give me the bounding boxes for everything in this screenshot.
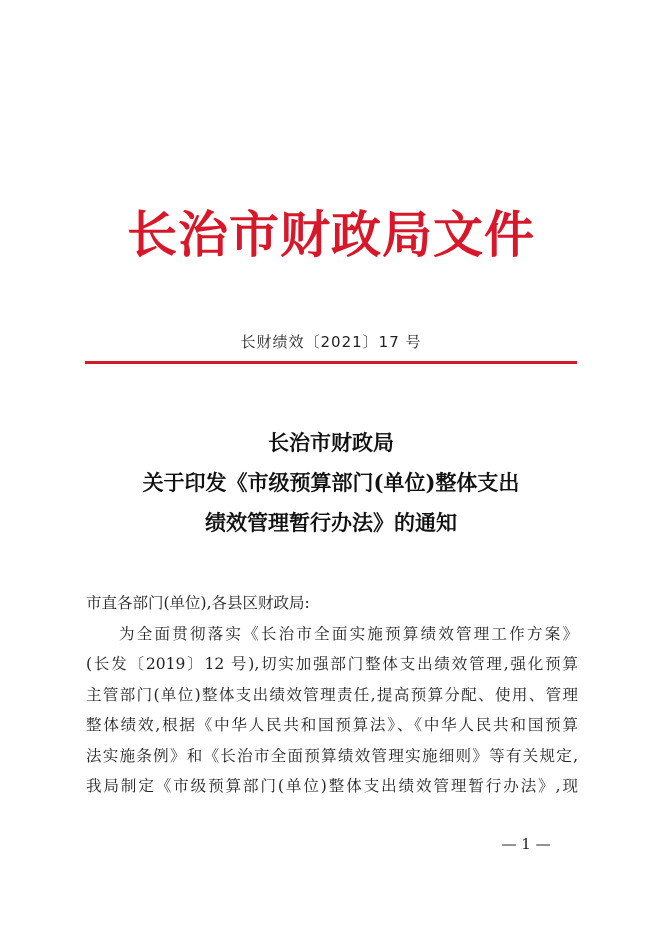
document-number: 长财绩效〔2021〕17 号 [240, 333, 422, 351]
body-line: 整体绩效,根据《中华人民共和国预算法》、《中华人民共和国预算 [86, 716, 578, 734]
body-line: 主管部门(单位)整体支出绩效管理责任,提高预算分配、使用、管理 [86, 685, 578, 704]
body-text [86, 588, 578, 802]
salutation: 市直各部门(单位),各县区财政局: [86, 594, 310, 612]
notice-title [0, 423, 662, 543]
body-line: (长发〔2019〕12 号),切实加强部门整体支出绩效管理,强化预算 [86, 655, 578, 673]
masthead-title: 长治市财政局文件 [127, 205, 535, 264]
red-divider-line [85, 361, 577, 364]
notice-title-line-1: 长治市财政局 [268, 430, 394, 455]
page-number: — 1 — [501, 835, 551, 853]
notice-title-line-3: 绩效管理暂行办法》的通知 [205, 510, 457, 535]
body-line: 法实施条例》和《长治市全面预算绩效管理实施细则》等有关规定, [86, 746, 578, 765]
body-line: 为全面贯彻落实《长治市全面实施预算绩效管理工作方案》 [119, 624, 578, 643]
notice-title-line-2: 关于印发《市级预算部门(单位)整体支出 [142, 470, 520, 495]
body-line: 我局制定《市级预算部门(单位)整体支出绩效管理暂行办法》,现 [86, 777, 578, 795]
